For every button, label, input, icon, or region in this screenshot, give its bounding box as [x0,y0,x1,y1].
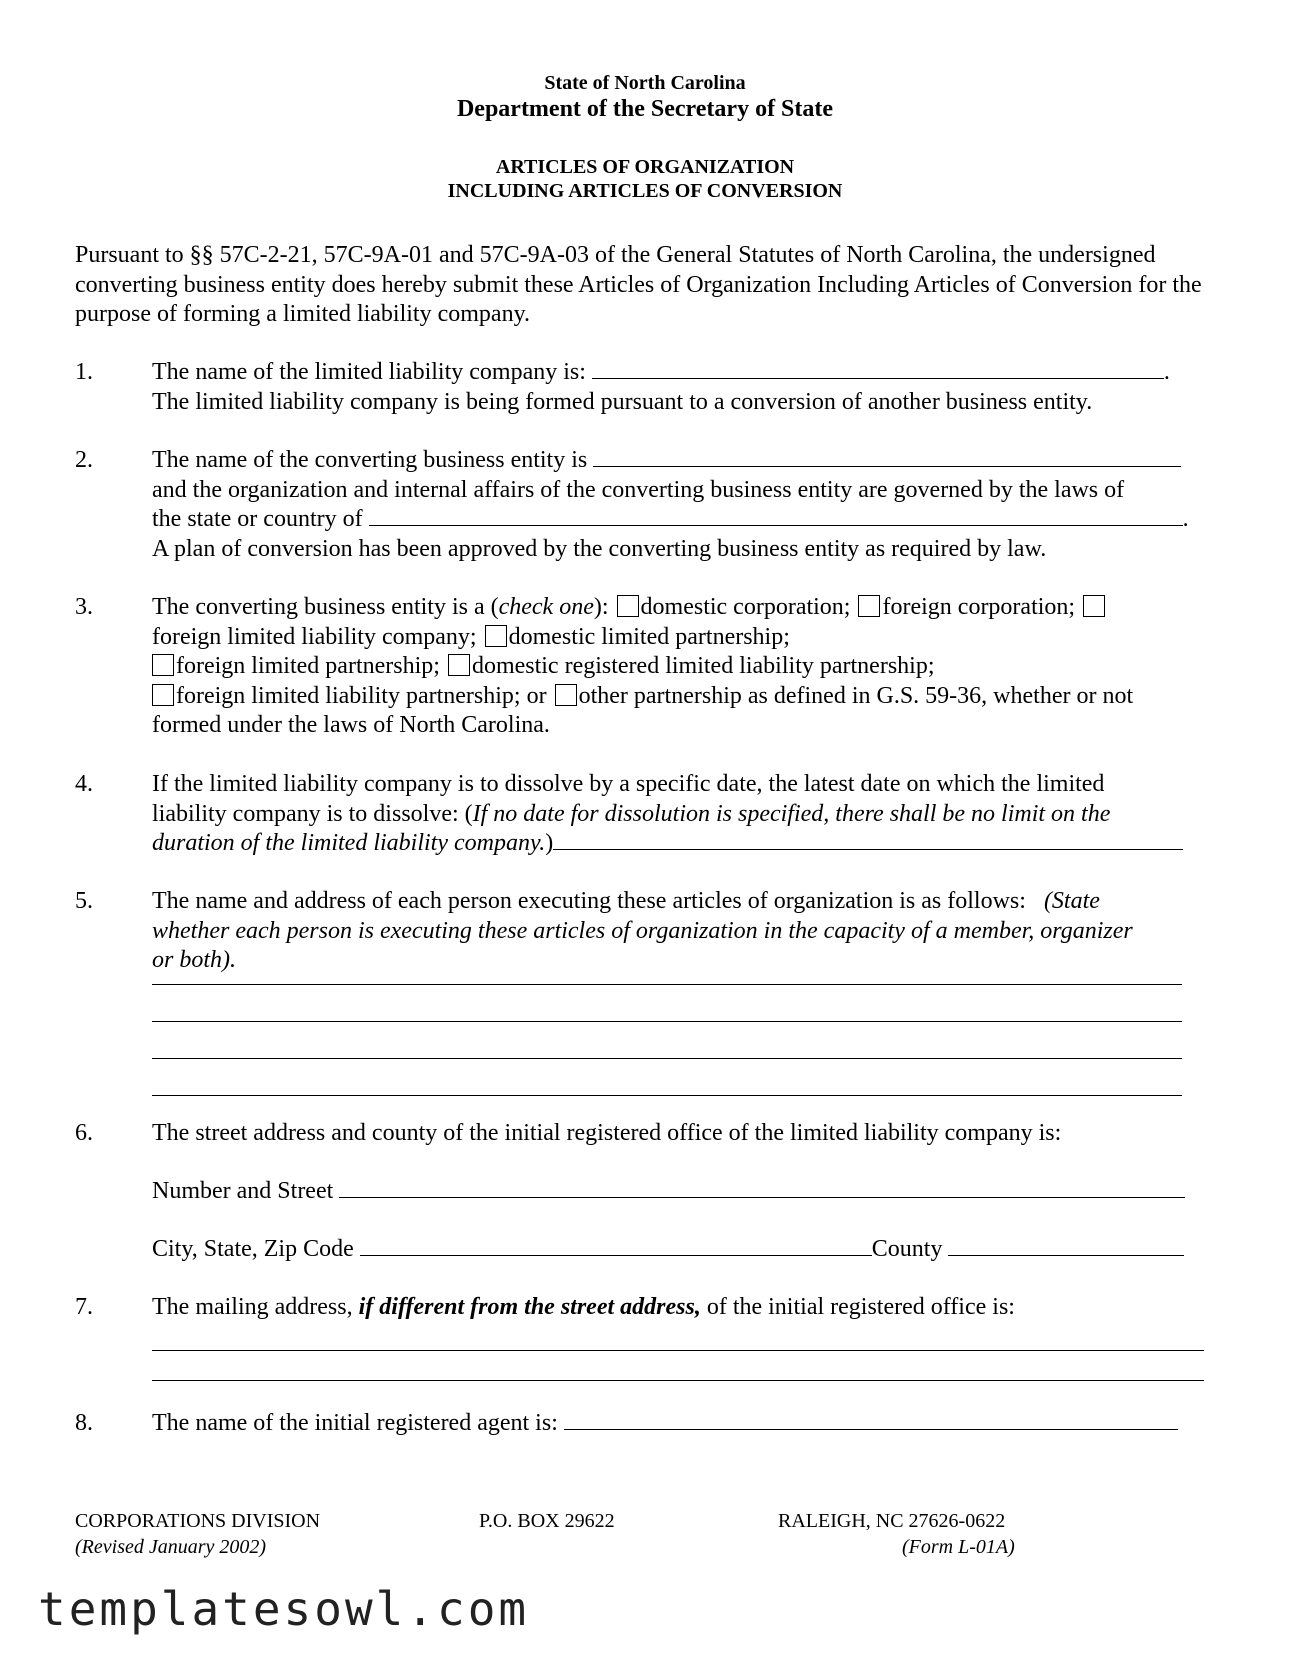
intro-paragraph: Pursuant to §§ 57C-2-21, 57C-9A-01 and 57C-9A-03 of the General Statutes of North Carolina, the undersigned converting business entity does hereby submit these Articles of Organization Including Articles of Conversion for the purpose of forming a limited liability company. [75,242,1202,327]
option-domestic-lp: domestic limited partnership; [508,623,790,650]
item-2: The name of the converting business entity is and the organization and internal affairs of the converting business entity are governed by the laws of the state or country of . A plan of conversion has been approved by the converting business entity as required by law. [152,446,1214,564]
checkbox-foreign-llp[interactable] [152,684,174,706]
item-number-4: 4. [75,771,93,797]
state-heading: State of North Carolina [544,72,746,94]
item-5 [152,887,1214,976]
converting-entity-label: The name of the converting business entity is [152,447,588,473]
city-row [152,1235,1214,1265]
checkbox-foreign-lp[interactable] [152,654,174,676]
item-number-8: 8. [75,1410,93,1436]
llc-name-field[interactable] [592,358,1164,379]
form-title-line2: INCLUDING ARTICLES OF CONVERSION [447,180,843,202]
checkbox-domestic-rllp[interactable] [448,654,470,676]
state-country-field[interactable] [369,505,1183,526]
executors-note-2: whether each person is executing these articles of organization in the capacity of a member, organizer [152,917,1133,944]
option-domestic-corporation: domestic corporation; [640,594,851,620]
llc-name-label: The name of the limited liability company is: [152,359,586,385]
item-7 [152,1293,1214,1323]
street-row [152,1177,1214,1207]
item-number-3: 3. [75,594,93,620]
footer-revised: (Revised January 2002) [75,1536,267,1558]
item-number-5: 5. [75,888,93,914]
option-foreign-lp: foreign limited partnership; [176,653,440,679]
checkbox-foreign-corporation[interactable] [858,595,880,617]
footer-city: RALEIGH, NC 27626-0622 [778,1510,1006,1532]
option-domestic-rllp: domestic registered limited liability partnership; [471,653,935,679]
executors-note: (State [1043,888,1100,914]
registered-agent-label: The name of the initial registered agent is: [152,1410,558,1436]
option-other-partnership-cont: formed under the laws of North Carolina. [152,712,550,738]
item-1: The name of the limited liability company is: . The limited liability company is being formed pursuant to a conversion of another business entity. [152,358,1214,417]
city-field[interactable] [360,1235,872,1256]
option-foreign-llc: foreign limited liability company; [152,623,477,650]
dissolution-note-2: duration of the limited liability company. [152,830,546,856]
street-label: Number and Street [152,1178,334,1204]
street-field[interactable] [339,1177,1185,1198]
executor-line-3[interactable] [152,1058,1182,1059]
item-number-6: 6. [75,1120,93,1146]
state-country-label: the state or country of [152,506,363,532]
item-3 [152,593,1214,741]
entity-type-label-end: ): [593,594,609,620]
county-label: County [871,1236,943,1262]
city-label: City, State, Zip Code [152,1236,354,1262]
plan-approved-text: A plan of conversion has been approved by the converting business entity as required by law. [152,535,1047,562]
footer-form-number: (Form L-01A) [902,1536,1015,1558]
checkbox-foreign-llc[interactable] [1083,595,1105,617]
registered-agent-field[interactable] [564,1409,1178,1430]
executor-line-4[interactable] [152,1095,1182,1096]
item-number-7: 7. [75,1294,93,1320]
footer-division: CORPORATIONS DIVISION [75,1510,321,1532]
executor-line-2[interactable] [152,1021,1182,1022]
checkbox-domestic-corporation[interactable] [617,595,639,617]
county-field[interactable] [948,1235,1184,1256]
dissolution-note: If no date for dissolution is specified, there shall be no limit on the [472,800,1111,827]
watermark: templatesowl.com [38,1582,530,1636]
mailing-address-label-end: of the initial registered office is: [706,1294,1015,1320]
checkbox-domestic-lp[interactable] [485,625,507,647]
conversion-statement: The limited liability company is being formed pursuant to a conversion of another business entity. [152,388,1093,415]
footer-pobox: P.O. BOX 29622 [479,1510,615,1532]
dissolution-text-2: liability company is to dissolve: ( [152,800,473,827]
dissolution-note-close: ) [545,830,554,856]
dissolution-text: If the limited liability company is to dissolve by a specific date, the latest date on which the limited [152,771,1105,797]
mailing-line-2[interactable] [152,1380,1204,1381]
option-other-partnership: other partnership as defined in G.S. 59-36, whether or not [578,682,1134,709]
form-title-line1: ARTICLES OF ORGANIZATION [495,156,795,178]
item-8 [152,1409,1214,1439]
item-number-2: 2. [75,447,93,473]
checkbox-other-partnership[interactable] [555,684,577,706]
item-4 [152,770,1214,859]
executors-note-3: or both). [152,947,236,973]
option-foreign-llp: foreign limited liability partnership; or [176,682,547,709]
option-foreign-corporation: foreign corporation; [882,594,1076,620]
executor-line-1[interactable] [152,984,1182,985]
executors-label: The name and address of each person executing these articles of organization is as follows: [152,888,1026,914]
item-number-1: 1. [75,359,93,385]
converting-entity-field[interactable] [593,446,1181,467]
mailing-address-label: The mailing address, [152,1294,353,1320]
governing-law-text: and the organization and internal affairs of the converting business entity are governed by the laws of [152,476,1125,503]
item-6 [152,1119,1214,1149]
entity-type-label: The converting business entity is a ( [152,594,499,620]
dissolution-date-field[interactable] [553,829,1183,850]
mailing-line-1[interactable] [152,1350,1204,1351]
check-one-hint: check one [498,594,594,620]
mailing-address-emphasis: if different from the street address, [358,1294,701,1320]
registered-office-label: The street address and county of the initial registered office of the limited liability company is: [152,1120,1062,1146]
department-heading: Department of the Secretary of State [456,96,834,122]
